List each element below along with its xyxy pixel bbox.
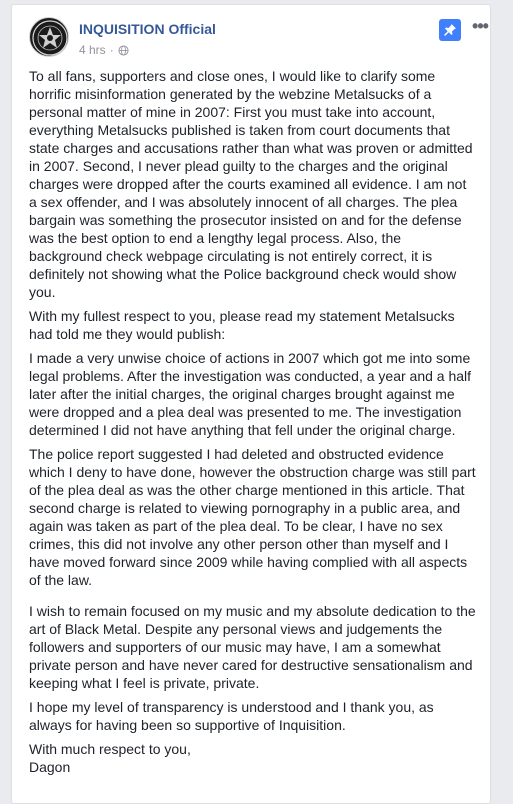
meta-separator: · bbox=[109, 43, 114, 57]
post-signature: Dagon bbox=[29, 759, 71, 775]
post-header bbox=[29, 13, 488, 59]
post-paragraph: To all fans, supporters and close ones, I would like to clarify some horrific misinformation generated by the webzine Metalsucks of a personal matter of mine in 2007: First you must take into account, everything Metalsucks published is taken from court documents that state charges and accusations rather than what was proven or admitted in 2007. Second, I never plead guilty to the charges and the original charges were dropped after the courts examined all evidence. I am not a sex offender, and I was absolutely innocent of all charges. The plea bargain was something the prosecutor insisted on and for the defense was the best option to end a lengthy legal process. Also, the background check webpage circulating is not entirely correct, it is definitely not showing what the Police background check would show you. bbox=[29, 68, 473, 300]
post-signoff: With much respect to you, bbox=[29, 741, 191, 757]
post-paragraph: With my fullest respect to you, please read my statement Metalsucks had told me they would publish: bbox=[29, 308, 455, 342]
post-body bbox=[29, 67, 477, 776]
post-paragraph: I wish to remain focused on my music and my absolute dedication to the art of Black Metal. Despite any personal views and judgements the followers and supporters of our music may have, I am a somewhat private person and have never cared for destructive sensationalism and keeping what I feel is private, private. bbox=[29, 603, 476, 691]
post-card bbox=[11, 4, 491, 804]
post-timestamp[interactable]: 4 hrs bbox=[79, 43, 106, 57]
more-options-icon[interactable]: ••• bbox=[472, 16, 488, 36]
post-paragraph: I hope my level of transparency is understood and I thank you, as always for having been so supportive of Inquisition. bbox=[29, 699, 434, 733]
globe-icon bbox=[118, 45, 129, 56]
inquisition-logo-icon bbox=[30, 18, 70, 58]
pinned-post-button[interactable] bbox=[439, 19, 461, 41]
page-avatar[interactable] bbox=[29, 17, 69, 57]
post-paragraph: The police report suggested I had deleted and obstructed evidence which I deny to have done, however the obstruction charge was still part of the plea deal as was the other charge mentioned in this article. That second charge is related to viewing pornography in a public area, and again was taken as part of the plea deal. To be clear, I have no sex crimes, this did not involve any other person other than myself and I have moved forward since 2009 while having complied with all aspects of the law. bbox=[29, 446, 476, 588]
author-name[interactable]: INQUISITION Official bbox=[79, 21, 216, 37]
post-paragraph: I made a very unwise choice of actions in 2007 which got me into some legal problems. After the investigation was conducted, a year and a half later after the initial charges, the original charges brought against me were dropped and a plea deal was presented to me. The investigation determined I did not have anything that fell under the original charge. bbox=[29, 350, 472, 438]
post-meta bbox=[79, 43, 129, 57]
pin-icon bbox=[443, 23, 457, 37]
